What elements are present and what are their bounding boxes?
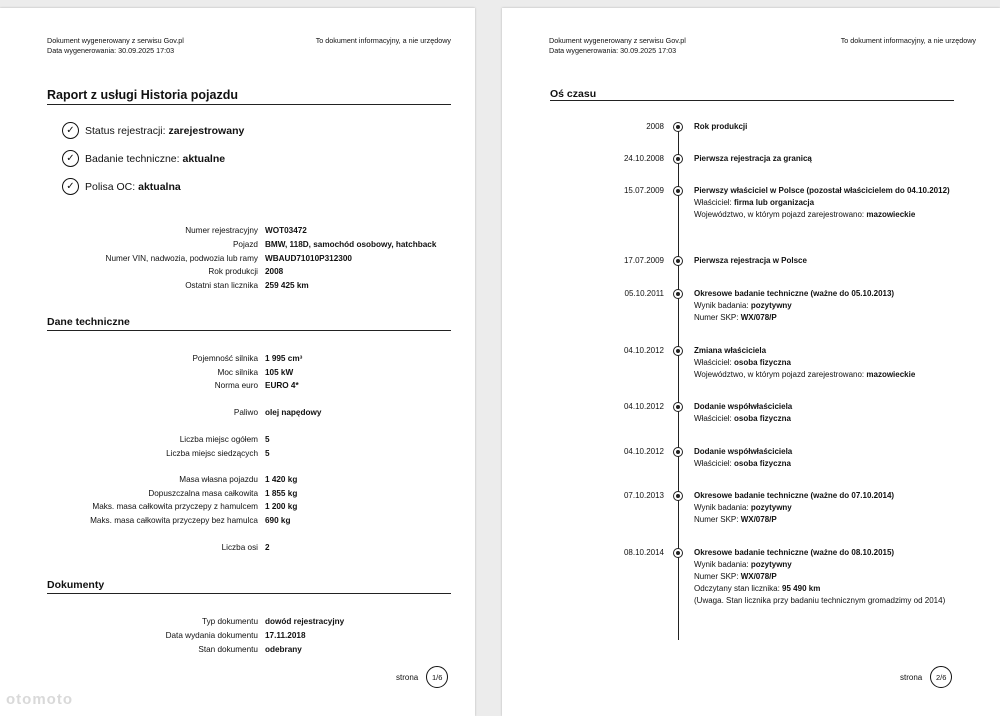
timeline-dot-icon xyxy=(673,346,683,356)
page-footer xyxy=(900,666,952,688)
title-rule xyxy=(550,100,954,101)
event-date: 04.10.2012 xyxy=(623,447,664,456)
event-line xyxy=(694,357,964,369)
page-number: 1/6 xyxy=(426,666,448,688)
line-value: osoba fizyczna xyxy=(734,414,791,423)
event-line xyxy=(694,458,964,470)
section-rule xyxy=(47,330,451,331)
line-value: firma lub organizacja xyxy=(734,198,815,207)
event-title: Pierwsza rejestracja za granicą xyxy=(694,154,812,163)
row-key: Norma euro xyxy=(214,381,258,390)
footer-label: strona xyxy=(396,672,419,682)
event-body xyxy=(694,185,964,221)
watermark: otomoto xyxy=(6,691,73,708)
line-label: Właściciel: xyxy=(694,198,735,207)
generated-from-text: Dokument wygenerowany z serwisu Gov.pl xyxy=(47,36,184,45)
row-key: Liczba miejsc ogółem xyxy=(179,435,258,444)
event-date: 05.10.2011 xyxy=(624,289,664,298)
timeline-title: Oś czasu xyxy=(550,88,597,100)
line-label: (Uwaga. Stan licznika przy badaniu technicznym gromadzimy od 2014) xyxy=(694,596,946,605)
page-number: 2/6 xyxy=(930,666,952,688)
row-value: 690 kg xyxy=(265,516,291,525)
row-key: Moc silnika xyxy=(217,368,258,377)
report-page-2 xyxy=(502,8,1000,716)
row-value: EURO 4* xyxy=(265,381,299,390)
event-title: Okresowe badanie techniczne (ważne do 07.10.2014) xyxy=(694,491,895,500)
line-label: Odczytany stan licznika: xyxy=(694,584,783,593)
report-title: Raport z usługi Historia pojazdu xyxy=(47,88,238,102)
line-label: Właściciel: xyxy=(694,358,735,367)
event-body xyxy=(694,121,964,133)
check-circle-icon: ✓ xyxy=(62,178,79,195)
insurance-status xyxy=(62,178,181,195)
row-key: Numer VIN, nadwozia, podwozia lub ramy xyxy=(105,254,258,263)
event-line xyxy=(694,559,964,571)
generated-date-text: Data wygenerowania: 30.09.2025 17:03 xyxy=(47,46,175,55)
row-value: 1 200 kg xyxy=(265,502,298,511)
event-line xyxy=(694,595,964,607)
disclaimer-text: To dokument informacyjny, a nie urzędowy xyxy=(840,36,976,45)
row-key: Maks. masa całkowita przyczepy z hamulcem xyxy=(92,502,258,511)
disclaimer-text: To dokument informacyjny, a nie urzędowy xyxy=(315,36,451,45)
event-title: Okresowe badanie techniczne (ważne do 05.10.2013) xyxy=(694,289,895,298)
row-key: Liczba osi xyxy=(221,543,258,552)
row-key: Pojazd xyxy=(232,240,258,249)
event-body xyxy=(694,490,964,526)
event-line xyxy=(694,502,964,514)
row-value: 5 xyxy=(265,449,270,458)
event-title: Rok produkcji xyxy=(694,122,748,131)
line-label: Wynik badania: xyxy=(694,560,751,569)
event-title: Pierwsza rejestracja w Polsce xyxy=(694,256,807,265)
row-value: WBAUD71010P312300 xyxy=(265,254,352,263)
status-label: Status rejestracji: xyxy=(85,124,166,137)
line-value: osoba fizyczna xyxy=(734,459,791,468)
row-key: Data wydania dokumentu xyxy=(165,631,258,640)
event-line xyxy=(694,300,964,312)
row-key: Ostatni stan licznika xyxy=(185,281,258,290)
timeline-dot-icon xyxy=(673,122,683,132)
row-value: 1 420 kg xyxy=(265,475,298,484)
timeline-line xyxy=(678,128,679,640)
line-value: 95 490 km xyxy=(782,584,821,593)
page-footer xyxy=(396,666,448,688)
event-body xyxy=(694,446,964,470)
check-circle-icon: ✓ xyxy=(62,122,79,139)
event-date: 15.07.2009 xyxy=(623,186,664,195)
line-value: pozytywny xyxy=(750,301,792,310)
row-key: Stan dokumentu xyxy=(198,645,258,654)
footer-label: strona xyxy=(900,672,923,682)
row-key: Paliwo xyxy=(233,408,258,417)
event-body xyxy=(694,401,964,425)
event-date: 24.10.2008 xyxy=(623,154,664,163)
timeline-dot-icon xyxy=(673,289,683,299)
event-line xyxy=(694,312,964,324)
section-title-docs: Dokumenty xyxy=(47,579,105,591)
row-key: Rok produkcji xyxy=(208,267,258,276)
line-label: Wynik badania: xyxy=(694,503,751,512)
timeline-dot-icon xyxy=(673,256,683,266)
section-rule xyxy=(47,593,451,594)
timeline-dot-icon xyxy=(673,154,683,164)
row-value: 17.11.2018 xyxy=(265,631,306,640)
row-value: BMW, 118D, samochód osobowy, hatchback xyxy=(265,240,437,249)
row-value: WOT03472 xyxy=(265,226,307,235)
timeline-dot-icon xyxy=(673,491,683,501)
line-value: mazowieckie xyxy=(866,370,916,379)
row-value: 105 kW xyxy=(265,368,294,377)
generated-date-text: Data wygenerowania: 30.09.2025 17:03 xyxy=(549,46,677,55)
event-line xyxy=(694,514,964,526)
timeline-dot-icon xyxy=(673,548,683,558)
row-key: Masa własna pojazdu xyxy=(179,475,258,484)
event-line xyxy=(694,369,964,381)
timeline-dot-icon xyxy=(673,447,683,457)
event-title: Dodanie współwłaściciela xyxy=(694,402,793,411)
row-value: 2 xyxy=(265,543,270,552)
row-value: 2008 xyxy=(265,267,284,276)
event-title: Dodanie współwłaściciela xyxy=(694,447,793,456)
inspection-status xyxy=(62,150,225,167)
timeline-dot-icon xyxy=(673,402,683,412)
event-date: 04.10.2012 xyxy=(623,402,664,411)
report-page-1 xyxy=(0,8,475,716)
header-left xyxy=(549,36,686,56)
line-label: Właściciel: xyxy=(694,414,735,423)
row-key: Typ dokumentu xyxy=(202,617,258,626)
row-value: odebrany xyxy=(265,645,302,654)
event-date: 17.07.2009 xyxy=(623,256,664,265)
section-title-tech: Dane techniczne xyxy=(47,316,130,328)
event-date: 07.10.2013 xyxy=(623,491,664,500)
event-line xyxy=(694,197,964,209)
row-key: Pojemność silnika xyxy=(192,354,258,363)
line-label: Województwo, w którym pojazd zarejestrowano: xyxy=(694,210,867,219)
line-label: Wynik badania: xyxy=(694,301,751,310)
line-value: mazowieckie xyxy=(866,210,916,219)
row-key: Dopuszczalna masa całkowita xyxy=(148,489,258,498)
line-value: pozytywny xyxy=(750,503,792,512)
event-body xyxy=(694,547,964,607)
row-value: 5 xyxy=(265,435,270,444)
row-key: Liczba miejsc siedzących xyxy=(166,449,258,458)
status-value: aktualna xyxy=(138,180,181,193)
event-line xyxy=(694,209,964,221)
timeline-dot-icon xyxy=(673,186,683,196)
line-label: Województwo, w którym pojazd zarejestrowano: xyxy=(694,370,867,379)
line-value: WX/078/P xyxy=(740,515,777,524)
line-label: Numer SKP: xyxy=(694,313,741,322)
event-date: 08.10.2014 xyxy=(623,548,664,557)
line-value: pozytywny xyxy=(750,560,792,569)
row-key: Numer rejestracyjny xyxy=(185,226,258,235)
row-key: Maks. masa całkowita przyczepy bez hamulca xyxy=(90,516,258,525)
title-rule xyxy=(47,104,451,105)
row-value: 1 995 cm³ xyxy=(265,354,303,363)
line-label: Numer SKP: xyxy=(694,515,741,524)
status-label: Polisa OC: xyxy=(85,180,136,193)
event-line xyxy=(694,413,964,425)
line-value: WX/078/P xyxy=(740,572,777,581)
registration-status xyxy=(62,122,244,139)
row-value: 1 855 kg xyxy=(265,489,298,498)
event-date: 2008 xyxy=(646,122,664,131)
event-line xyxy=(694,571,964,583)
event-date: 04.10.2012 xyxy=(623,346,664,355)
check-circle-icon: ✓ xyxy=(62,150,79,167)
event-body xyxy=(694,345,964,381)
row-value: olej napędowy xyxy=(265,408,322,417)
event-body xyxy=(694,288,964,324)
row-value: dowód rejestracyjny xyxy=(265,617,345,626)
event-title: Okresowe badanie techniczne (ważne do 08.10.2015) xyxy=(694,548,895,557)
event-title: Pierwszy właściciel w Polsce (pozostał właścicielem do 04.10.2012) xyxy=(694,186,950,195)
line-label: Właściciel: xyxy=(694,459,735,468)
line-value: WX/078/P xyxy=(740,313,777,322)
status-value: aktualne xyxy=(182,152,226,165)
status-value: zarejestrowany xyxy=(168,124,245,137)
status-label: Badanie techniczne: xyxy=(85,152,180,165)
event-body xyxy=(694,255,964,267)
row-value: 259 425 km xyxy=(265,281,309,290)
event-body xyxy=(694,153,964,165)
generated-from-text: Dokument wygenerowany z serwisu Gov.pl xyxy=(549,36,686,45)
event-title: Zmiana właściciela xyxy=(694,346,767,355)
header-left xyxy=(47,36,184,56)
line-value: osoba fizyczna xyxy=(734,358,791,367)
event-line xyxy=(694,583,964,595)
line-label: Numer SKP: xyxy=(694,572,741,581)
